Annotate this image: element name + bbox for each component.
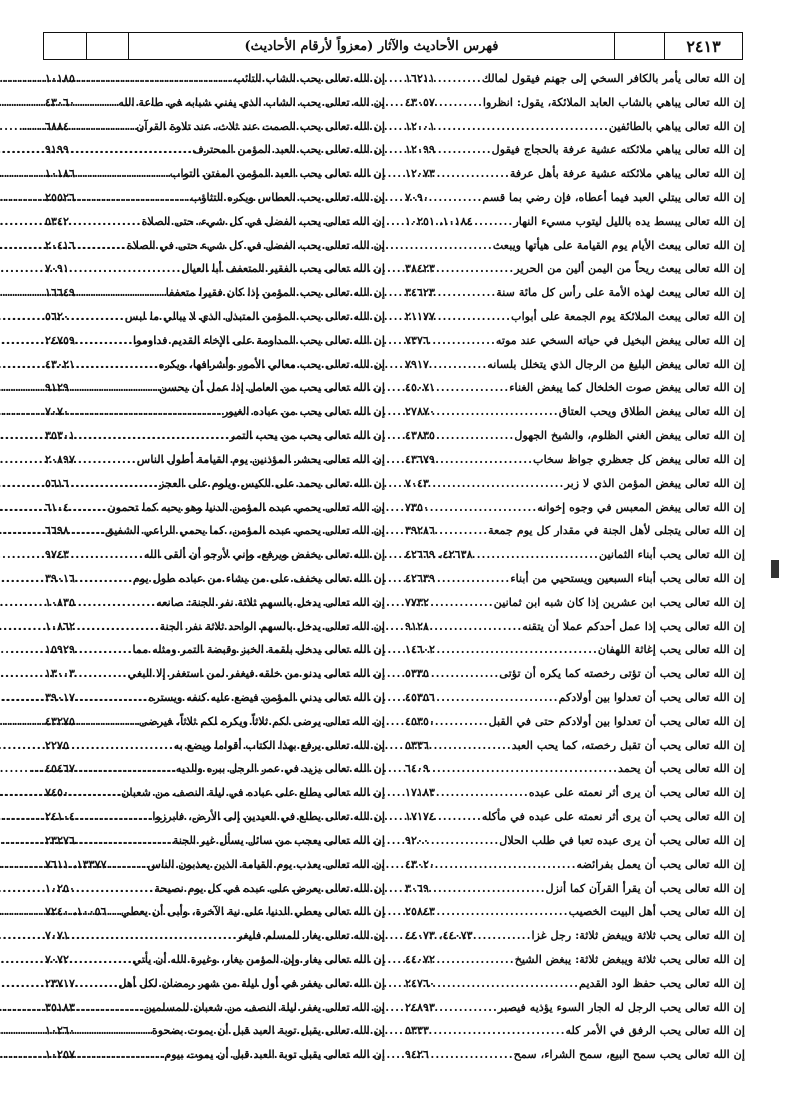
entry-text: إن الله تعالى يبعث ريحاً من اليمن ألين من الحرير bbox=[514, 261, 745, 276]
right-column-entry bbox=[405, 161, 745, 185]
leader-dots bbox=[438, 404, 559, 418]
entry-text: إن الله تعالى يحب ثلاثة ويبغض ثلاثة: يبغض الشيخ bbox=[514, 951, 745, 966]
leader-dots bbox=[432, 833, 499, 847]
right-column-entry bbox=[405, 733, 745, 757]
entry-text: إن الله تعالى يحب من يحب التمر bbox=[229, 428, 385, 443]
entry-text: إن الله تعالى يحب المداومة على الإخاء القديم فداوموا bbox=[132, 332, 385, 347]
entry-reference: ٢٣٧١٧ bbox=[45, 975, 76, 990]
leader-dots bbox=[438, 380, 509, 394]
entry-text: إن الله تعالى يعطي الدنيا على نية الآخرة، وأبى أن يعطي bbox=[121, 904, 385, 919]
leader-dots bbox=[432, 761, 618, 775]
right-column-entry bbox=[405, 566, 745, 590]
entry-text: إن الله تعالى يحب أن تقبل رخصته، كما يحب العبد bbox=[511, 737, 745, 752]
right-column-entry bbox=[405, 280, 745, 304]
entry-reference: ٧٩١٧ bbox=[405, 356, 430, 371]
leader-dots bbox=[438, 452, 533, 466]
leader-dots bbox=[438, 119, 609, 133]
entry-text: إن الله تعالى يحب الفقير المتعفف أبا العيال bbox=[181, 261, 385, 276]
entry-reference: ١٦٢١١ bbox=[405, 70, 436, 85]
entry-text: إن الله تعالى يحب أن يقرأ القرآن كما أنزل bbox=[545, 880, 745, 895]
entry-text: إن الله تعالى يحمي عبده المؤمن الدنيا وهو يحبه كما تحمون bbox=[107, 499, 385, 514]
entry-reference: ٢٥٥٢٦ bbox=[45, 189, 76, 204]
entry-text: إن الله تعالى يحب أهل البيت الخصيب bbox=[568, 904, 745, 919]
right-column-entry bbox=[405, 1042, 745, 1066]
entry-text: إن الله تعالى يحب المؤمن المتبذل الذي لا يبالي ما لبس bbox=[124, 309, 385, 324]
entry-reference: ٦٦٩٨ bbox=[45, 523, 70, 538]
entry-text: إن الله تعالى يحب من عباده الغيور bbox=[222, 404, 385, 419]
entry-text: إن الله تعالى يباهي ملائكته عشية عرفة بأهل عرفة bbox=[509, 166, 745, 181]
entry-text: إن الله تعالى يرفع بهذا الكتاب أقواما ويضع به bbox=[173, 737, 385, 752]
entry-reference: ٧٠٧٢ bbox=[45, 951, 70, 966]
leader-dots bbox=[432, 1023, 565, 1037]
entry-text: إن الله تعالى يحب ابن عشرين إذا كان شبه ابن ثمانين bbox=[493, 594, 745, 609]
entry-text: إن الله تعالى يخفض ويرفع، وإني لأرجو أن ألقى الله bbox=[143, 547, 385, 562]
entry-reference: ٢١١٧٧ bbox=[405, 309, 436, 324]
right-column-entry bbox=[405, 399, 745, 423]
leader-dots bbox=[438, 809, 482, 823]
entry-text: إن الله تعالى يدخل بالسهم الواحد ثلاثة نفر الجنة bbox=[159, 618, 385, 633]
entry-reference: ٥٣٣٦ bbox=[405, 737, 430, 752]
leader-dots bbox=[438, 785, 529, 799]
entry-text: إن الله تعالى يطلع في العيدين إلى الأرض، فابرزوا bbox=[152, 809, 385, 824]
entry-text: إن الله تعالى يحب أن يرى أثر نعمته على عبده bbox=[528, 785, 745, 800]
right-column-entry bbox=[405, 614, 745, 638]
right-column-entry bbox=[405, 257, 745, 281]
entry-text: إن الله تعالى يدنو من خلقه فيغفر لمن استغفر إلا البغي bbox=[127, 666, 385, 681]
entry-reference: ٢٠٤١٦ bbox=[45, 237, 76, 252]
leader-dots bbox=[438, 690, 559, 704]
entry-text: إن الله تعالى يبعث لهذه الأمة على رأس كل مائة سنة bbox=[496, 285, 745, 300]
leader-dots bbox=[438, 309, 511, 323]
entry-reference: ١٣٣٧٧، ٧٦١١ bbox=[45, 856, 107, 871]
entry-reference: ٤٤٠٧٣، ٤٤٠٧٣ bbox=[405, 928, 473, 943]
leader-dots bbox=[432, 476, 564, 490]
right-column-entry bbox=[405, 518, 745, 542]
entry-text: إن الله تعالى يدني المؤمن فيضع عليه كنفه ويستره bbox=[148, 690, 385, 705]
entry-reference: ٩٢٠٠ bbox=[405, 832, 430, 847]
entry-text: إن الله تعالى يحب ثلاثة ويبغض ثلاثة: رجل غزا bbox=[531, 928, 745, 943]
right-column-entry bbox=[405, 876, 745, 900]
entry-text: إن الله تعالى يباهي بالطائفين bbox=[608, 118, 745, 133]
entry-reference: ١٠٢٦٠ bbox=[45, 1023, 76, 1038]
entry-reference: ١٣٠٠٣ bbox=[45, 666, 76, 681]
entry-reference: ٣٤٦٢٣ bbox=[405, 285, 436, 300]
entry-text: إن الله تعالى يبغض المعبس في وجوه إخوانه bbox=[537, 499, 745, 514]
leader-dots bbox=[432, 1047, 514, 1061]
right-column-entry bbox=[405, 209, 745, 233]
entry-reference: ٤٣٠٦٠ bbox=[45, 94, 76, 109]
entry-text: إن الله تعالى يحب أبناء السبعين ويستحيي من أبناء bbox=[510, 570, 745, 585]
entry-text: إن الله تعالى يحمد على الكيس ويلوم على العجز bbox=[158, 475, 385, 490]
right-column-entry bbox=[405, 947, 745, 971]
entry-text: إن الله تعالى يحب الصمت عند ثلاث، عند تلاوة القرآن bbox=[136, 118, 385, 133]
right-column-entry bbox=[405, 185, 745, 209]
entry-reference: ٧٠٧١ bbox=[45, 928, 70, 943]
entry-reference: ٢٢٧٥ bbox=[45, 737, 70, 752]
right-column-entry bbox=[405, 804, 745, 828]
right-column-entry bbox=[405, 923, 745, 947]
right-column-entry bbox=[405, 304, 745, 328]
entry-reference: ٣٩٠١٦ bbox=[45, 570, 76, 585]
right-column-entry bbox=[405, 376, 745, 400]
entry-reference: ٥٣٤٢ bbox=[45, 213, 70, 228]
entry-reference: ٤٣٦٧٩ bbox=[405, 451, 436, 466]
entry-text: إن الله تعالى يحب حفظ الود القديم bbox=[579, 975, 745, 990]
leader-dots bbox=[432, 619, 522, 633]
entry-text: إن الله تعالى يباهي بالشاب العابد الملائكة، يقول: انظروا bbox=[482, 94, 745, 109]
entry-reference: ١٠٢٥٠ bbox=[45, 880, 76, 895]
entry-reference: ١٢٠٩٩ bbox=[405, 142, 436, 157]
entry-reference: ١٠٢٥٧ bbox=[45, 1047, 76, 1062]
header-empty-cell bbox=[44, 33, 86, 59]
entry-reference: ٢٤١٠٤ bbox=[45, 809, 76, 824]
entry-text: إن الله تعالى يبغض البليغ من الرجال الذي يتخلل بلسانه bbox=[487, 356, 745, 371]
right-column-entry bbox=[405, 780, 745, 804]
leader-dots bbox=[438, 904, 569, 918]
right-column-entry bbox=[405, 1019, 745, 1043]
entry-text: إن الله تعالى يعجب من سائل يسأل غير الجنة bbox=[172, 832, 385, 847]
entry-reference: ١٧١٧٤ bbox=[405, 809, 436, 824]
entry-text: إن الله تعالى يحب العبد المؤمن المفتن التواب bbox=[169, 166, 385, 181]
leader-dots bbox=[438, 71, 482, 85]
entry-reference: ٥٣٣٣ bbox=[405, 1023, 430, 1038]
index-columns bbox=[45, 66, 745, 1066]
entry-reference: ٦٤٠٩ bbox=[405, 761, 430, 776]
right-column-entry bbox=[405, 233, 745, 257]
leader-dots bbox=[476, 547, 599, 561]
leader-dots bbox=[476, 214, 514, 228]
entry-reference: ١٦٦٤٩ bbox=[45, 285, 76, 300]
entry-reference: ٩١٢٨ bbox=[405, 618, 430, 633]
entry-reference: ٩٤٢٦ bbox=[405, 1047, 430, 1062]
entry-reference: ١٤٦٠٢ bbox=[405, 642, 436, 657]
entry-text: إن الله تعالى يغار للمسلم فليغر bbox=[237, 928, 385, 943]
right-column-entry bbox=[405, 114, 745, 138]
entry-text: إن الله تعالى يحب العبد المؤمن المحترف bbox=[192, 142, 385, 157]
entry-reference: ٤٥٣٥٠ bbox=[405, 713, 436, 728]
entry-reference: ٢٠٨٩٧ bbox=[45, 451, 76, 466]
entry-reference: ٧٣٥٠ bbox=[405, 499, 430, 514]
entry-text: إن الله تعالى يبغض البخيل في حياته السخي عند موته bbox=[495, 332, 745, 347]
entry-text: إن الله تعالى يباهي ملائكته عشية عرفة بالحجاج فيقول bbox=[491, 142, 745, 157]
leader-dots bbox=[438, 261, 514, 275]
leader-dots bbox=[438, 1000, 498, 1014]
entry-reference: ٤٣٠٥٧ bbox=[405, 94, 436, 109]
entry-reference: ٣٨٤٢٣ bbox=[405, 261, 436, 276]
entry-text: إن الله تعالى يبغض الطلاق ويحب العتاق bbox=[558, 404, 745, 419]
entry-text: إن الله تعالى يحب العطاس ويكره التثاؤب bbox=[190, 189, 385, 204]
leader-dots bbox=[432, 500, 537, 514]
entry-text: إن الله تعالى يحب أن يرى أثر نعمته على عبده في مأكله bbox=[481, 809, 745, 824]
entry-reference: ٧٠٤٣ bbox=[405, 475, 430, 490]
leader-dots bbox=[432, 666, 499, 680]
entry-text: إن الله تعالى يغفر ليلة النصف من شعبان للمسلمين bbox=[143, 999, 385, 1014]
right-column-entry bbox=[405, 447, 745, 471]
entry-reference: ٧٠٧٠ bbox=[45, 404, 70, 419]
entry-text: إن الله تعالى يبسط يده بالليل ليتوب مسيء النهار bbox=[513, 213, 745, 228]
entry-text: إن الله تعالى يدخل بلقمة الخبز وقبضة التمر ومثله مما bbox=[132, 642, 385, 657]
page-header bbox=[43, 32, 743, 60]
right-column-entry bbox=[405, 638, 745, 662]
entry-reference: ٣٥١٨٣ bbox=[45, 999, 76, 1014]
page-number: ٢٤١٣ bbox=[664, 33, 742, 59]
entry-text: إن الله تعالى يغار وإن المؤمن يغار، وغيرة الله أن يأتي bbox=[132, 951, 385, 966]
right-column-entry bbox=[405, 828, 745, 852]
entry-text: إن الله تعالى يحب المؤمن إذا كان فقيرا متعففا bbox=[165, 285, 385, 300]
right-column-entry bbox=[405, 852, 745, 876]
right-column-entry bbox=[405, 495, 745, 519]
leader-dots bbox=[438, 571, 510, 585]
entry-reference: ٩١٩٩ bbox=[45, 142, 70, 157]
entry-reference: ٢٥٨٤٣ bbox=[405, 904, 436, 919]
entry-reference: ٤٣٠٢١ bbox=[45, 356, 76, 371]
entry-text: إن الله تعالى يأمر بالكافر السخي إلى جهنم فيقول لمالك bbox=[481, 70, 745, 85]
entry-reference: ١٠٨٣٥ bbox=[45, 594, 76, 609]
right-column-entry bbox=[405, 90, 745, 114]
entry-text: إن الله تعالى يحشر المؤذنين يوم القيامة أطول الناس bbox=[136, 451, 385, 466]
entry-text: إن الله تعالى يطلع على عباده في ليلة النصف من شعبان bbox=[121, 785, 385, 800]
leader-dots bbox=[432, 333, 496, 347]
entry-reference: ٢٧٨٧٠ bbox=[405, 404, 436, 419]
margin-tab-mark bbox=[771, 560, 779, 578]
entry-text: إن الله تعالى يحب سمح البيع، سمح الشراء، سمح bbox=[513, 1047, 745, 1062]
entry-reference: ٩٧٤٣ bbox=[45, 547, 70, 562]
entry-text: إن الله تعالى يقبل توبة العبد قبل أن يموت بيوم bbox=[164, 1047, 385, 1062]
right-column-entry bbox=[405, 971, 745, 995]
entry-text: إن الله تعالى يبعث الملائكة يوم الجمعة على أبواب bbox=[511, 309, 745, 324]
entry-reference: ٧٠٩١ bbox=[45, 261, 70, 276]
entry-reference: ١٥٩٢٩ bbox=[45, 642, 76, 657]
entry-reference: ١٧١٨٣ bbox=[405, 785, 436, 800]
entry-text: إن الله تعالى يحب من العامل إذا عمل أن يحسن bbox=[159, 380, 385, 395]
entry-text: إن الله تعالى يبعث الأيام يوم القيامة على هيأتها ويبعث bbox=[492, 237, 745, 252]
leader-dots bbox=[438, 857, 576, 871]
entry-text: إن الله تعالى يقبل توبة العبد قبل أن يموت بضحوة bbox=[151, 1023, 385, 1038]
right-column-entry bbox=[405, 542, 745, 566]
leader-dots bbox=[438, 642, 598, 656]
entry-reference: ٤٥٤٦٧ bbox=[45, 761, 76, 776]
entry-reference: ٤٢٦٣٩ bbox=[405, 570, 436, 585]
right-column-entry bbox=[405, 471, 745, 495]
leader-dots bbox=[438, 285, 496, 299]
leader-dots bbox=[438, 142, 492, 156]
entry-text: إن الله تعالى يبغض كل جعظري جواظ سخاب bbox=[533, 451, 745, 466]
leader-dots bbox=[476, 928, 532, 942]
entry-text: إن الله تعالى يحب أن يحمد bbox=[618, 761, 745, 776]
entry-text: إن الله تعالى يحب الرفق في الأمر كله bbox=[565, 1023, 745, 1038]
entry-text: إن الله تعالى يحب معالي الأمور وأشرافها، ويكره bbox=[158, 356, 385, 371]
entry-reference: ٧٠٩٠ bbox=[405, 189, 430, 204]
entry-text: إن الله تعالى يحب إذا عمل أحدكم عملا أن يتقنه bbox=[522, 618, 745, 633]
entry-text: إن الله تعالى يحب إغاثة اللهفان bbox=[597, 642, 745, 657]
entry-text: إن الله تعالى يبغض صوت الخلخال كما يبغض الغناء bbox=[509, 380, 745, 395]
entry-text: إن الله تعالى يحب الفضل في كل شيء، حتى الصلاة bbox=[141, 213, 385, 228]
leader-dots bbox=[408, 238, 493, 252]
entry-reference: ٥٣٣٥ bbox=[405, 666, 430, 681]
leader-dots bbox=[432, 190, 482, 204]
header-empty-cell bbox=[614, 33, 664, 59]
leader-dots bbox=[438, 976, 579, 990]
entry-text: إن الله تعالى يحمي عبده المؤمن، كما يحمي الراعي الشفيق bbox=[104, 523, 385, 538]
entry-text: إن الله تعالى يرضى لكم ثلاثاً ويكره لكم ثلاثاً، فيرضى bbox=[138, 713, 385, 728]
entry-reference: ٧٧٣٢ bbox=[405, 594, 430, 609]
entry-reference: ١٠١٨٦ bbox=[45, 166, 76, 181]
right-column-entry bbox=[405, 899, 745, 923]
leader-dots bbox=[438, 428, 514, 442]
entry-reference: ٣٩٠١٧ bbox=[45, 690, 76, 705]
leader-dots bbox=[438, 523, 488, 537]
entry-text: إن الله تعالى يتجلى لأهل الجنة في مقدار كل يوم جمعة bbox=[488, 523, 745, 538]
entry-text: إن الله تعالى يبغض المؤمن الذي لا زبر bbox=[564, 475, 745, 490]
right-column-entry bbox=[405, 352, 745, 376]
entry-text: إن الله تعالى يبغض الغني الظلوم، والشيخ الجهول bbox=[514, 428, 745, 443]
entry-reference: ١٠١٨٥ bbox=[45, 70, 76, 85]
leader-dots bbox=[438, 95, 483, 109]
page-title: فهرس الأحاديث والآثار (معزواً لأرقام الأحاديث) bbox=[128, 33, 614, 59]
entry-reference: ٢٤٧٦٠ bbox=[405, 975, 436, 990]
entry-text: إن الله تعالى يدخل بالسهم ثلاثة نفر الجنة: صانعه bbox=[156, 594, 385, 609]
right-column-entry bbox=[405, 995, 745, 1019]
leader-dots bbox=[432, 357, 487, 371]
right-column-entry bbox=[405, 423, 745, 447]
entry-text: إن الله تعالى يزيد في عمر الرجل ببره والديه bbox=[175, 761, 385, 776]
entry-reference: ٤٥٣٥٦ bbox=[405, 690, 436, 705]
entry-reference: ٣٩٢٨٦ bbox=[405, 523, 436, 538]
entry-reference: ٣٥٣٠١ bbox=[45, 428, 76, 443]
entry-reference: ١٠٠٥٦، ٧٢٤٠ bbox=[45, 904, 107, 919]
leader-dots bbox=[432, 738, 512, 752]
right-column-entry bbox=[405, 709, 745, 733]
entry-reference: ٥٦١٦ bbox=[45, 475, 70, 490]
entry-text: إن الله تعالى يحب أن تعدلوا بين أولادكم حتى في القبل bbox=[488, 713, 745, 728]
right-column-entry bbox=[405, 66, 745, 90]
right-column-entry bbox=[405, 685, 745, 709]
entry-reference: ٥٦٢٠ bbox=[45, 309, 70, 324]
right-column-entry bbox=[405, 328, 745, 352]
entry-reference: ٢٤٧٥٩ bbox=[45, 332, 76, 347]
entry-text: إن الله تعالى يحب الشاب الذي يفني شبابه في طاعة الله bbox=[118, 94, 385, 109]
entry-reference: ٧٣٧٦ bbox=[405, 332, 430, 347]
entry-reference: ٤٣٨٣٥ bbox=[405, 428, 436, 443]
entry-reference: ٣٠٦٩ bbox=[405, 880, 430, 895]
entry-reference: ٤٥٠٧١ bbox=[405, 380, 436, 395]
entry-text: إن الله تعالى يحب أن تؤتى رخصته كما يكره أن تؤتى bbox=[499, 666, 745, 681]
header-empty-cell bbox=[86, 33, 128, 59]
entry-reference: ١٢٠٠١ bbox=[405, 118, 436, 133]
right-column bbox=[405, 66, 745, 1066]
leader-dots bbox=[438, 952, 515, 966]
entry-reference: ٤٣٢٧٥ bbox=[45, 713, 76, 728]
leader-dots bbox=[432, 595, 494, 609]
entry-reference: ٤٢٦٣٨، ٤٢٦٦٩ bbox=[405, 547, 473, 562]
leader-dots bbox=[438, 714, 489, 728]
entry-text: إن الله تعالى يعرض على عبده في كل يوم نصيحة bbox=[154, 880, 385, 895]
entry-reference: ٧٤٥٠ bbox=[45, 785, 70, 800]
entry-text: إن الله تعالى يبتلي العبد فيما أعطاه، فإن رضي بما قسم bbox=[482, 189, 745, 204]
entry-text: إن الله تعالى يحب أن يعمل بفرائضه bbox=[576, 856, 745, 871]
entry-reference: ١٠١٨٤، ١٠٢٥١ bbox=[405, 213, 473, 228]
leader-dots bbox=[432, 881, 546, 895]
entry-text: إن الله تعالى يحب الفضل في كل شيء حتى في الصلاة bbox=[126, 237, 385, 252]
entry-text: إن الله تعالى يحب الشاب التائب bbox=[234, 70, 385, 85]
entry-text: إن الله تعالى يعذب يوم القيامة الذين يعذبون الناس bbox=[147, 856, 385, 871]
entry-text: إن الله تعالى يحب أبناء الثمانين bbox=[598, 547, 745, 562]
entry-reference: ٦٨٨٤ bbox=[45, 118, 70, 133]
entry-reference: ١٢٠٧٣ bbox=[405, 166, 436, 181]
entry-reference: ٢٤٨٩٣ bbox=[405, 999, 436, 1014]
entry-text: إن الله تعالى يحب أن يرى عبده تعبا في طلب الحلال bbox=[499, 832, 745, 847]
right-column-entry bbox=[405, 137, 745, 161]
leader-dots bbox=[438, 166, 510, 180]
entry-reference: ١٠٨٦٢ bbox=[45, 618, 76, 633]
entry-reference: ٤٤٠٧٢ bbox=[405, 951, 436, 966]
entry-reference: ٩١٢٩ bbox=[45, 380, 70, 395]
entry-reference: ٤٣٠٢٠ bbox=[405, 856, 436, 871]
entry-text: إن الله تعالى يغفر في أول ليلة من شهر رمضان لكل أهل bbox=[118, 975, 385, 990]
entry-text: إن الله تعالى يحب الرجل له الجار السوء يؤذيه فيصبر bbox=[497, 999, 745, 1014]
right-column-entry bbox=[405, 757, 745, 781]
entry-text: إن الله تعالى يخفف على من يشاء من عباده طول يوم bbox=[132, 570, 385, 585]
entry-text: إن الله تعالى يحب أن تعدلوا بين أولادكم bbox=[558, 690, 745, 705]
right-column-entry bbox=[405, 661, 745, 685]
entry-reference: ٦١٠٤ bbox=[45, 499, 70, 514]
entry-reference: ٢٣٢٧٦ bbox=[45, 832, 76, 847]
right-column-entry bbox=[405, 590, 745, 614]
